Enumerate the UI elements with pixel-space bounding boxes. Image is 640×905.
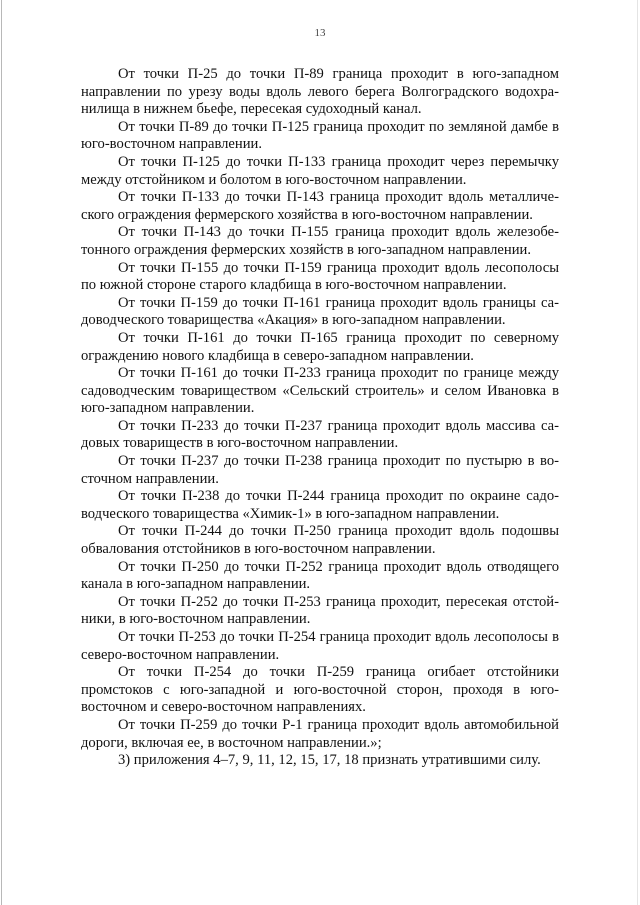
paragraph: От точки П-237 до точки П-238 граница проходит по пустырю в восточном направлении. [81,453,559,487]
paragraph: От точки П-25 до точки П-89 граница проходит в юго-западном направлении по урезу воды вдоль левого берега Волгоградского водохранилища в нижнем бьефе, пересекая судоходный канал. [81,66,559,118]
paragraph: От точки П-253 до точки П-254 граница проходит вдоль лесополосы в северо-восточном направлении. [81,629,559,663]
paragraph: От точки П-161 до точки П-233 граница проходит по границе между садоводческим товариществом «Сельский строитель» и селом Ивановка в юго-западном направлении. [81,365,559,417]
paragraph: От точки П-233 до точки П-237 граница проходит вдоль массива садовых товариществ в юго-восточном направлении. [81,417,559,452]
paragraph: От точки П-250 до точки П-252 граница проходит вдоль отводящего канала в юго-западном направлении. [81,558,559,593]
paragraph: От точки П-252 до точки П-253 граница проходит, пересекая отстойники, в юго-восточном направлении. [81,593,559,628]
paragraph: От точки П-161 до точки П-165 граница проходит по северному ограждению нового кладбища в северо-западном направлении. [81,329,559,364]
paragraph: От точки П-259 до точки Р-1 граница проходит вдоль автомобильной дороги, включая ее, в восточном направлении.»; [81,716,559,751]
paragraph: От точки П-244 до точки П-250 граница проходит вдоль подошвы обвалования отстойников в юго-восточном направлении. [81,523,559,558]
paragraph: От точки П-159 до точки П-161 граница проходит вдоль границы садоводческого товарищества «Акация» в юго-западном направлении. [81,294,559,329]
paragraph: От точки П-133 до точки П-143 граница проходит вдоль металлического ограждения фермерского хозяйства в юго-восточном направлении. [81,189,559,223]
scan-edge-left [1,0,2,905]
paragraph: От точки П-238 до точки П-244 граница проходит по окраине садоводческого товарищества «Химик-1» в юго-западном направлении. [81,488,559,522]
scan-edge-right [637,0,638,905]
paragraph: От точки П-254 до точки П-259 граница огибает отстойники промстоков с юго-западной и юго-восточной сторон, проходя в юговосточном и северо-восточном направлениях. [81,664,559,716]
paragraph: От точки П-143 до точки П-155 граница проходит вдоль железобетонного ограждения фермерских хозяйств в юго-западном направлении. [81,224,559,258]
paragraph: От точки П-89 до точки П-125 граница проходит по земляной дамбе в юго-восточном направлении. [81,118,559,153]
paragraph: От точки П-125 до точки П-133 граница проходит через перемычку между отстойником и болотом в юго-восточном направлении. [81,153,559,188]
page-number: 13 [314,27,326,39]
document-body [81,66,559,770]
paragraph: 3) приложения 4–7, 9, 11, 12, 15, 17, 18 признать утратившими силу. [118,752,541,769]
paragraph: От точки П-155 до точки П-159 граница проходит вдоль лесополосы по южной стороне старого кладбища в юго-восточном направлении. [81,259,559,294]
